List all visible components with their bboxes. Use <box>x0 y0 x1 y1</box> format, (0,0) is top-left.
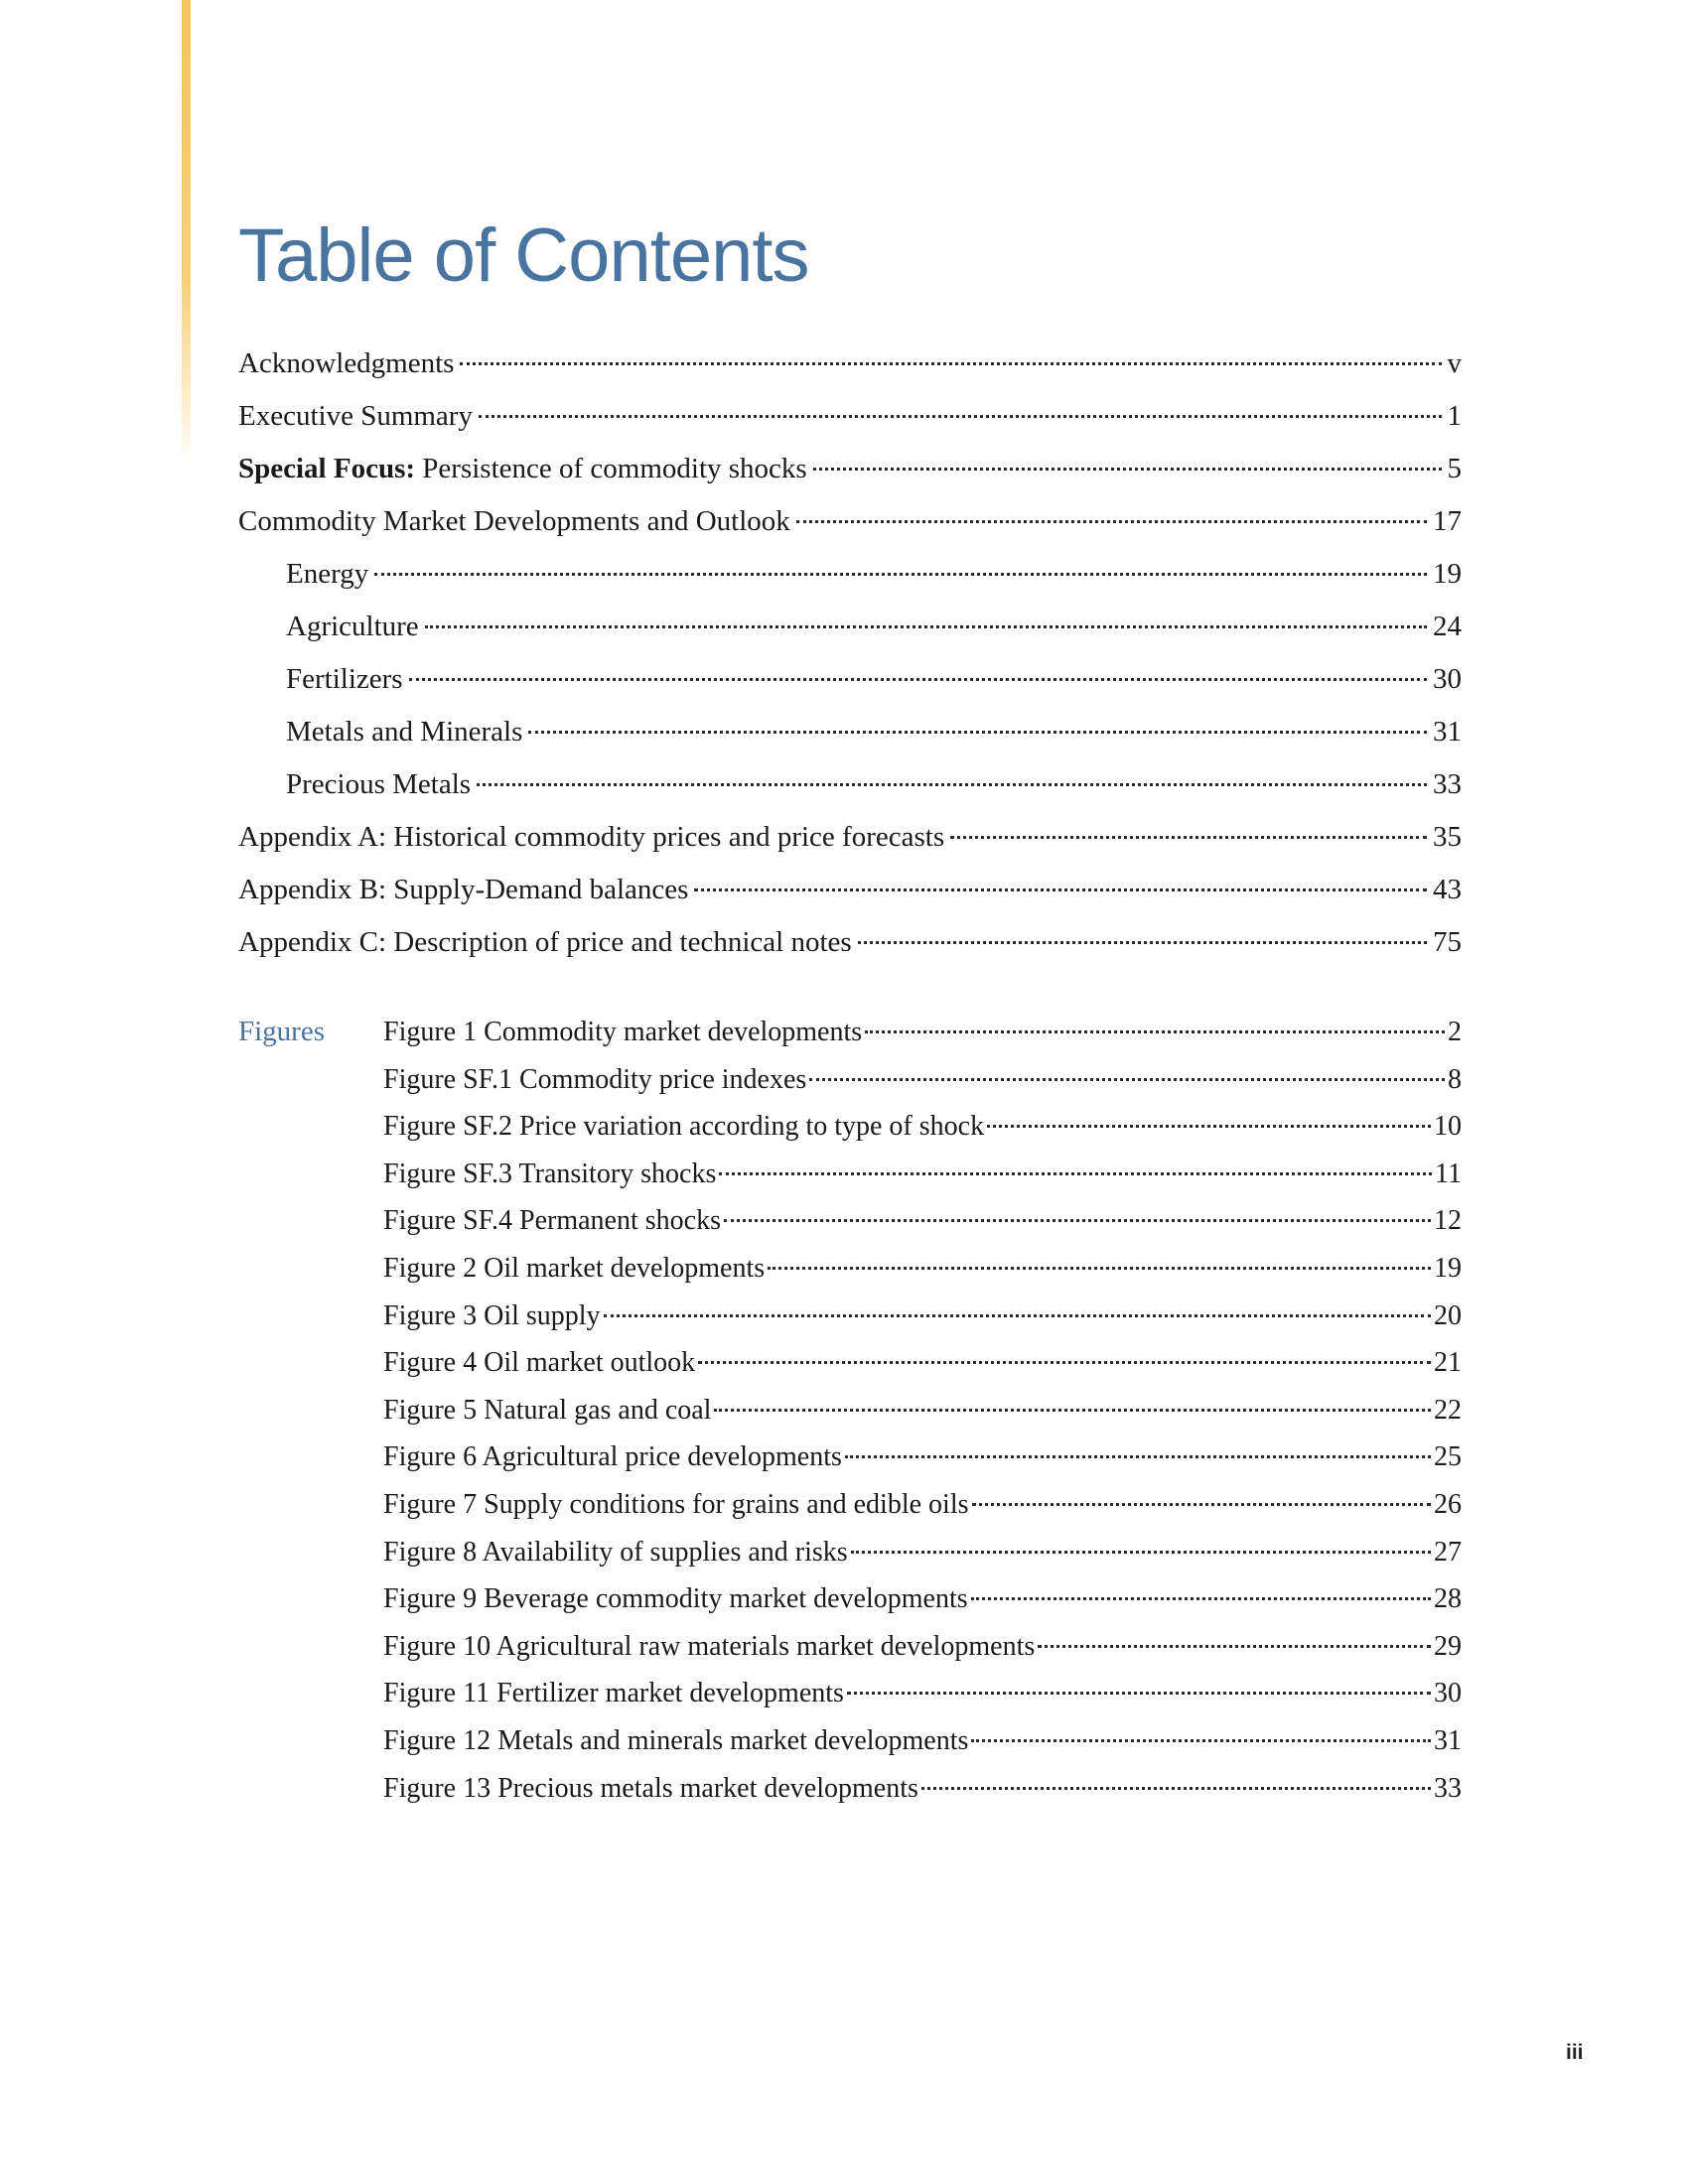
dot-leader <box>694 888 1427 891</box>
dot-leader <box>768 1267 1431 1270</box>
toc-entry-label: Appendix A: Historical commodity prices and price forecasts <box>238 821 945 853</box>
figure-entry-page: 28 <box>1434 1583 1462 1615</box>
figure-entry-label: Figure 4 Oil market outlook <box>383 1347 696 1379</box>
toc-entry-agriculture[interactable] <box>238 601 1462 653</box>
figure-entry-page: 19 <box>1434 1252 1462 1284</box>
figure-entry[interactable] <box>383 1717 1462 1765</box>
figure-entry-label: Figure 11 Fertilizer market developments <box>383 1678 844 1709</box>
figure-entry-page: 27 <box>1434 1536 1462 1568</box>
figure-entry[interactable] <box>383 1056 1462 1104</box>
toc-entry-page: 24 <box>1433 611 1462 642</box>
toc-entry-page: v <box>1447 347 1462 379</box>
figure-entry-page: 2 <box>1448 1017 1462 1047</box>
figure-entry-label: Figure SF.3 Transitory shocks <box>383 1158 717 1189</box>
dot-leader <box>604 1314 1431 1317</box>
toc-entry-page: 33 <box>1433 768 1462 800</box>
toc-entry-page: 30 <box>1433 663 1462 695</box>
toc-entry-appendix-c[interactable] <box>238 916 1462 969</box>
figure-entry-page: 22 <box>1434 1394 1462 1426</box>
dot-leader <box>796 520 1427 523</box>
toc-entry-page: 5 <box>1447 453 1462 484</box>
toc-entry-label: Appendix B: Supply-Demand balances <box>238 874 689 905</box>
accent-bar <box>182 0 191 467</box>
dot-leader <box>714 1409 1431 1412</box>
figure-entry[interactable] <box>383 1670 1462 1717</box>
dot-leader <box>971 1597 1431 1600</box>
toc-entry-page: 75 <box>1433 926 1462 958</box>
figure-entry[interactable] <box>383 1293 1462 1340</box>
toc-entry-appendix-b[interactable] <box>238 864 1462 916</box>
figure-entry-page: 33 <box>1434 1772 1462 1804</box>
dot-leader <box>950 836 1427 839</box>
toc-entry-page: 19 <box>1433 558 1462 590</box>
figure-entry-page: 26 <box>1434 1488 1462 1520</box>
figure-entry[interactable] <box>383 1387 1462 1434</box>
dot-leader <box>987 1125 1431 1128</box>
toc-entry-metals-minerals[interactable] <box>238 706 1462 758</box>
figures-list <box>383 1009 1462 1812</box>
toc-entry-label: Commodity Market Developments and Outlook <box>238 505 790 537</box>
dot-leader <box>719 1172 1432 1175</box>
figure-entry[interactable] <box>383 1103 1462 1151</box>
dot-leader <box>858 941 1427 944</box>
special-focus-prefix: Special Focus: <box>238 453 416 484</box>
toc-entry-page: 43 <box>1433 874 1462 905</box>
toc-entry-label <box>238 443 807 495</box>
toc-entry-appendix-a[interactable] <box>238 811 1462 864</box>
figure-entry[interactable] <box>383 1529 1462 1576</box>
figures-heading: Figures <box>238 1016 325 1047</box>
dot-leader <box>813 468 1442 471</box>
toc-entry-page: 35 <box>1433 821 1462 853</box>
special-focus-title: Persistence of commodity shocks <box>422 453 807 484</box>
toc-entry-label: Precious Metals <box>286 768 472 800</box>
figure-entry-page: 20 <box>1434 1299 1462 1331</box>
dot-leader <box>409 678 1427 681</box>
figure-entry-page: 25 <box>1434 1441 1462 1473</box>
toc-entry-fertilizers[interactable] <box>238 653 1462 706</box>
figure-entry[interactable] <box>383 1623 1462 1671</box>
figure-entry-label: Figure SF.4 Permanent shocks <box>383 1205 721 1237</box>
figure-entry-label: Figure SF.1 Commodity price indexes <box>383 1063 807 1095</box>
figure-entry-page: 12 <box>1434 1205 1462 1237</box>
toc-entry-label: Appendix C: Description of price and technical notes <box>238 926 852 958</box>
toc-entry-precious-metals[interactable] <box>238 758 1462 811</box>
figure-entry[interactable] <box>383 1151 1462 1198</box>
dot-leader <box>971 1739 1431 1742</box>
figure-entry-label: Figure 1 Commodity market developments <box>383 1017 863 1047</box>
dot-leader <box>479 415 1442 418</box>
dot-leader <box>972 1503 1432 1506</box>
toc-entry-label: Metals and Minerals <box>286 716 523 748</box>
figure-entry-label: Figure 3 Oil supply <box>383 1299 601 1331</box>
figure-entry-label: Figure 9 Beverage commodity market developments <box>383 1583 968 1615</box>
toc-entry-energy[interactable] <box>238 548 1462 601</box>
toc-entry-label: Energy <box>286 558 369 590</box>
figure-entry-page: 31 <box>1434 1724 1462 1756</box>
dot-leader <box>1038 1645 1431 1648</box>
figure-entry[interactable] <box>383 1245 1462 1293</box>
dot-leader <box>847 1692 1431 1695</box>
dot-leader <box>698 1361 1431 1364</box>
dot-leader <box>724 1219 1431 1222</box>
table-of-contents <box>238 338 1462 969</box>
figure-entry-label: Figure 2 Oil market developments <box>383 1252 766 1284</box>
figure-entry-label: Figure SF.2 Price variation according to type of shock <box>383 1111 985 1143</box>
figure-entry-page: 8 <box>1448 1063 1462 1095</box>
figure-entry[interactable] <box>383 1481 1462 1529</box>
dot-leader <box>865 1030 1445 1033</box>
figure-entry-label: Figure 8 Availability of supplies and risks <box>383 1536 848 1568</box>
dot-leader <box>374 573 1427 576</box>
dot-leader <box>851 1551 1431 1554</box>
toc-entry-acknowledgments[interactable] <box>238 338 1462 390</box>
toc-entry-page: 1 <box>1447 400 1462 432</box>
toc-entry-label: Agriculture <box>286 611 419 642</box>
toc-entry-label: Acknowledgments <box>238 347 455 379</box>
page-title: Table of Contents <box>238 213 809 298</box>
figure-entry-label: Figure 7 Supply conditions for grains and edible oils <box>383 1488 969 1520</box>
figure-entry-label: Figure 6 Agricultural price developments <box>383 1441 842 1473</box>
toc-entry-page: 31 <box>1433 716 1462 748</box>
toc-entry-page: 17 <box>1433 505 1462 537</box>
dot-leader <box>477 783 1427 786</box>
page-number: iii <box>1566 2041 1584 2064</box>
toc-entry-label: Fertilizers <box>286 663 403 695</box>
dot-leader <box>528 731 1427 734</box>
figure-entry-label: Figure 13 Precious metals market developments <box>383 1772 918 1804</box>
figure-entry-page: 11 <box>1435 1158 1462 1189</box>
figure-entry-page: 21 <box>1434 1347 1462 1379</box>
dot-leader <box>460 362 1441 365</box>
figure-entry-label: Figure 10 Agricultural raw materials market developments <box>383 1630 1036 1662</box>
toc-entry-executive-summary[interactable] <box>238 390 1462 443</box>
figure-entry[interactable] <box>383 1009 1462 1056</box>
figure-entry[interactable] <box>383 1575 1462 1623</box>
figure-entry-page: 29 <box>1434 1630 1462 1662</box>
figure-entry-label: Figure 12 Metals and minerals market developments <box>383 1724 969 1756</box>
dot-leader <box>845 1455 1431 1458</box>
figure-entry[interactable] <box>383 1197 1462 1245</box>
figure-entry-label: Figure 5 Natural gas and coal <box>383 1394 712 1426</box>
toc-entry-market-developments[interactable] <box>238 495 1462 548</box>
figure-entry-page: 30 <box>1434 1678 1462 1709</box>
dot-leader <box>809 1078 1445 1081</box>
figure-entry-page: 10 <box>1434 1111 1462 1143</box>
figure-entry[interactable] <box>383 1433 1462 1481</box>
figure-entry[interactable] <box>383 1765 1462 1813</box>
figure-entry[interactable] <box>383 1339 1462 1387</box>
toc-entry-label: Executive Summary <box>238 400 473 432</box>
dot-leader <box>921 1787 1431 1790</box>
toc-entry-special-focus[interactable] <box>238 443 1462 495</box>
dot-leader <box>425 625 1427 628</box>
